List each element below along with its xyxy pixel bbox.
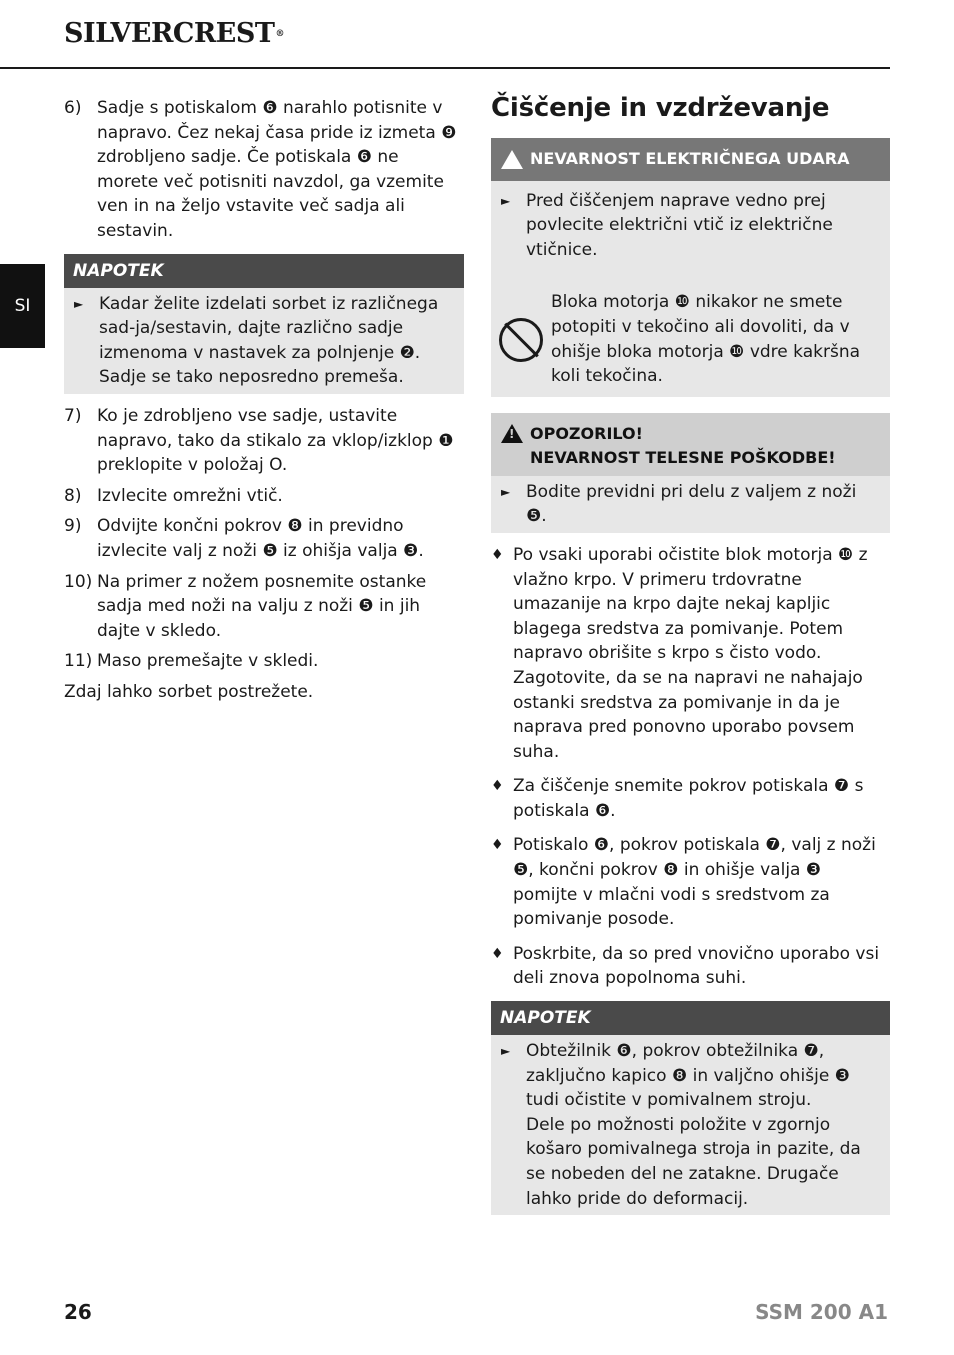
step-6 — [64, 96, 464, 244]
step-number: 6) — [64, 98, 82, 118]
danger-item — [491, 181, 890, 267]
note-item — [491, 1035, 890, 1215]
right-column — [491, 90, 890, 1225]
step-9 — [64, 514, 464, 563]
step-number: 9) — [64, 516, 82, 537]
step-number: 7) — [64, 405, 82, 426]
arrow-bullet-icon: ► — [501, 1044, 511, 1059]
language-tab — [0, 264, 45, 348]
caution-item — [491, 476, 890, 533]
step-text: Izvlecite omrežni vtič. — [97, 485, 283, 506]
step-7 — [64, 404, 464, 478]
caution-title-line1: OPOZORILO! — [530, 423, 643, 443]
language-code: SI — [14, 295, 31, 316]
step-10 — [64, 570, 464, 644]
note-text-2: Dele po možnosti položite v zgornjo košaro pomivalnega stroja in pazite, da se nobeden del ne zatakne. Drugače lahko pride do deformacij. — [526, 1114, 861, 1209]
bullet-text: Po vsaki uporabi očistite blok motorja ❿ z vlažno krpo. V primeru trdovratne umazanije na krpo dajte nekaj kapljic blagega sredstva za pomivanje. Potem napravo obrišite s krpo s čisto vodo. Zagotovite, da se na napravi ne nahajajo ostanki sredstva za pomivanje in da je naprava pred ponovno uporabo povsem suha. — [513, 544, 868, 762]
warning-triangle-icon — [501, 150, 523, 169]
page-number: 26 — [64, 1300, 92, 1324]
note-body — [526, 1039, 880, 1211]
no-immersion-notice — [491, 282, 890, 396]
caution-title-line2: NEVARNOST TELESNE POŠKODBE! — [530, 447, 836, 467]
caution-header — [491, 413, 890, 476]
bullet-item — [491, 543, 890, 764]
danger-header — [491, 138, 890, 181]
arrow-bullet-icon: ► — [74, 296, 84, 311]
diamond-bullet-icon: ♦ — [491, 778, 504, 795]
closing-text: Zdaj lahko sorbet postrežete. — [64, 681, 314, 702]
step-8 — [64, 484, 464, 509]
arrow-bullet-icon: ► — [501, 193, 511, 208]
arrow-bullet-icon: ► — [501, 484, 511, 499]
bullet-text: Potiskalo ❻, pokrov potiskala ❼, valj z noži ❺, končni pokrov ❽ in ohišje valja ❸ pomijte v mlačni vodi s sredstvom za pomivanje posode. — [513, 835, 876, 930]
danger-title: NEVARNOST ELEKTRIČNEGA UDARA — [530, 149, 850, 168]
left-column — [64, 96, 464, 704]
step-text: Ko je zdrobljeno vse sadje, ustavite napravo, tako da stikalo za vklop/izklop ❶ preklopite v položaj O. — [97, 405, 454, 476]
bullet-item — [491, 774, 890, 823]
step-text: Na primer z nožem posnemite ostanke sadja med noži na valju z noži ❺ in jih dajte v skledo. — [97, 571, 427, 641]
step-text: Odvijte končni pokrov ❽ in previdno izvlecite valj z noži ❺ iz ohišja valja ❸. — [97, 516, 424, 561]
registered-mark: ® — [275, 29, 284, 39]
bullet-text: Poskrbite, da so pred vnovično uporabo vsi deli znova popolnoma suhi. — [513, 943, 880, 989]
step-number: 10) — [64, 571, 93, 592]
diamond-bullet-icon: ♦ — [491, 546, 504, 563]
brand-logo — [64, 18, 284, 49]
step-text: Maso premešajte v skledi. — [97, 651, 319, 672]
step-number: 11) — [64, 651, 93, 672]
step-number: 8) — [64, 485, 82, 506]
danger-item-text: Pred čiščenjem naprave vedno prej povlecite električni vtič iz električne vtičnice. — [526, 190, 833, 260]
warning-triangle-icon — [501, 424, 523, 443]
note-text: Kadar želite izdelati sorbet iz različnega sad-ja/sestavin, dajte različno sadje izmenoma v nastavek za polnjenje ❷. Sadje se tako neposredno premeša. — [99, 293, 439, 388]
danger-box — [491, 138, 890, 397]
caution-box — [491, 413, 890, 533]
brand-name: SILVERCREST — [64, 18, 275, 49]
bullet-item — [491, 942, 890, 991]
header-rule — [0, 67, 890, 69]
diamond-bullet-icon: ♦ — [491, 837, 504, 854]
note-text-1: Obtežilnik ❻, pokrov obtežilnika ❼, zaključno kapico ❽ in valjčno ohišje ❸ tudi očistite v pomivalnem stroju. — [526, 1041, 850, 1111]
note-item — [64, 288, 464, 394]
bullet-text: Za čiščenje snemite pokrov potiskala ❼ s potiskala ❻. — [513, 776, 864, 821]
section-title: Čiščenje in vzdrževanje — [491, 93, 830, 123]
note-title: NAPOTEK — [64, 254, 464, 288]
model-number: SSM 200 A1 — [755, 1300, 888, 1324]
no-immersion-icon — [499, 318, 543, 362]
note-box-left — [64, 254, 464, 394]
diamond-bullet-icon: ♦ — [491, 945, 504, 962]
note-box-right — [491, 1001, 890, 1215]
caution-title — [530, 422, 836, 470]
note-title: NAPOTEK — [491, 1001, 890, 1035]
step-text: Sadje s potiskalom ❻ narahlo potisnite v napravo. Čez nekaj časa pride iz izmeta ❾ zdrobljeno sadje. Če potiskala ❻ ne morete več potisniti navzdol, ga vzemite ven in na željo vstavite več sadja ali sestavin. — [97, 98, 457, 241]
caution-item-text: Bodite previdni pri delu z valjem z noži ❺. — [526, 481, 857, 527]
no-immersion-text: Bloka motorja ❿ nikakor ne smete potopiti v tekočino ali dovoliti, da v ohišje bloka motorja ❿ vdre kakršna koli tekočina. — [551, 292, 861, 387]
step-11 — [64, 649, 464, 674]
bullet-item — [491, 833, 890, 931]
